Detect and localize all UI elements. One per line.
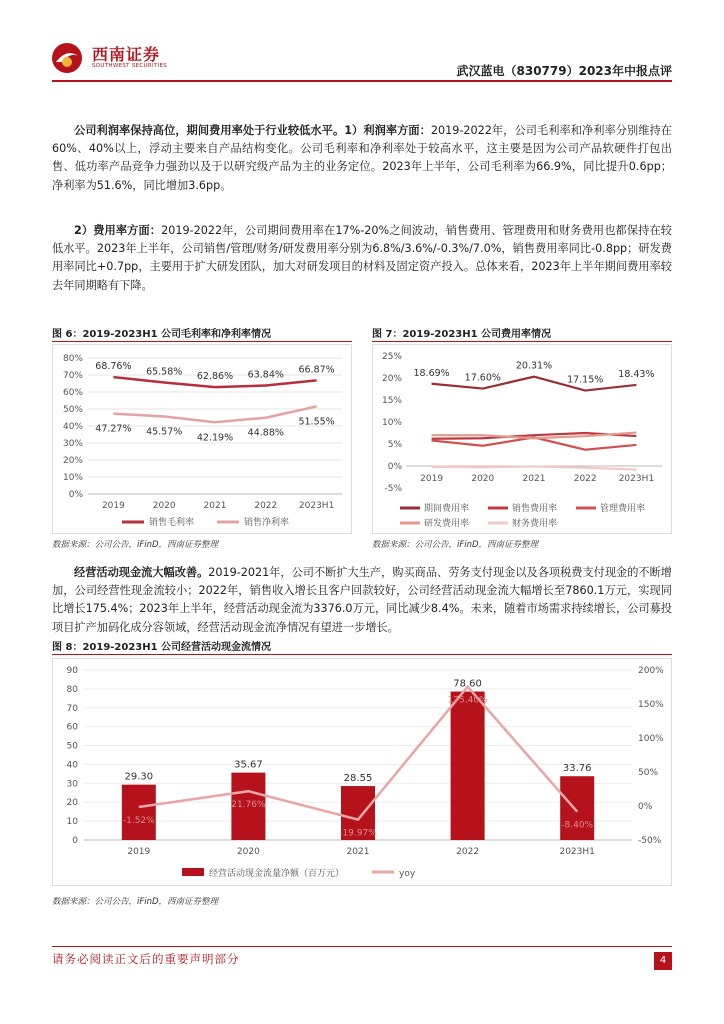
fig7-data-label: 20.31%	[515, 360, 553, 372]
fig6-data-label: 63.84%	[247, 369, 284, 381]
fig7-title: 图 7：2019-2023H1 公司费用率情况	[372, 329, 552, 340]
fig6-legend-label: 销售净利率	[244, 518, 290, 528]
fig8-y2tick-label: 100%	[638, 734, 664, 744]
fig8-ytick-label: 80	[66, 684, 78, 695]
fig6-ytick-label: 10%	[62, 473, 83, 483]
fig8-legend-label: yoy	[399, 869, 416, 879]
fig7-legend-label: 财务费用率	[512, 519, 558, 529]
fig6-legend-label: 销售毛利率	[149, 518, 195, 528]
fig8-bar-label: 28.55	[343, 773, 373, 785]
fig8-legend-label: 经营活动现金流量净额（百万元）	[209, 869, 345, 879]
expense-heading: 2）费用率方面：	[74, 224, 162, 237]
profitability-paragraph	[52, 122, 672, 195]
fig7-xtick-label: 2020	[471, 474, 495, 484]
fig8-y2tick-label: 200%	[638, 666, 664, 676]
fig6-title: 图 6：2019-2023H1 公司毛利率和净利率情况	[52, 329, 272, 340]
fig7-data-label: 18.69%	[413, 367, 450, 379]
profitability-text: 2019-2022年，公司毛利率和净利率分别维持在60%、40%以上，浮动主要来自产品结构变化。公司毛利率和净利率处于较高水平，这主要是因为公司产品软硬件打包出售、低功率产品竞争力强劲以及于以研究级产品为主的业务定位。2023年上半年，公司毛利率为66.9%，同比提升0.6pp；净利率为51.6%，同比增加3.6pp。	[52, 124, 672, 192]
fig6-ytick-label: 40%	[62, 422, 83, 432]
fig8-chart	[52, 658, 672, 886]
fig8-y2tick-label: 50%	[638, 768, 659, 778]
document-title: 武汉蓝电（830779）2023年中报点评	[456, 64, 672, 78]
fig6-ytick-label: 20%	[62, 456, 83, 466]
fig8-ytick-label: 10	[66, 817, 78, 828]
expense-paragraph	[52, 222, 672, 295]
fig8-yoy-label: -8.40%	[561, 820, 594, 831]
fig8-yoy-label: -19.97%	[339, 828, 377, 839]
fig8-legend-swatch-bar	[182, 868, 204, 876]
fig6-ytick-label: 30%	[62, 439, 83, 449]
cashflow-paragraph	[52, 564, 672, 637]
fig8-y2tick-label: -50%	[638, 836, 662, 846]
fig7-data-label: 17.60%	[464, 372, 501, 384]
fig8-ytick-label: 0	[72, 836, 78, 846]
fig7-ytick-label: 20%	[381, 374, 402, 384]
fig8-xtick-label: 2023H1	[559, 847, 595, 857]
fig8-bar-label: 78.60	[453, 678, 482, 690]
fig6-data-label: 65.58%	[146, 366, 183, 378]
fig6-data-label: 42.19%	[196, 432, 234, 444]
fig7-legend-label: 研发费用率	[424, 519, 470, 529]
fig6-xtick-label: 2023H1	[298, 501, 335, 511]
fig7-xtick-label: 2022	[573, 474, 597, 484]
fig6-xtick-label: 2020	[152, 501, 176, 511]
fig7-source: 数据来源：公司公告，iFinD，西南证券整理	[372, 540, 539, 550]
fig7-rule	[372, 341, 672, 342]
fig6-xtick-label: 2019	[101, 501, 125, 511]
fig8-ytick-label: 60	[66, 722, 78, 733]
fig8-rule	[52, 654, 672, 655]
fig6-data-label: 68.76%	[95, 361, 132, 373]
fig7-xtick-label: 2023H1	[618, 474, 655, 484]
fig7-ytick-label: 10%	[381, 418, 402, 428]
fig6-ytick-label: 50%	[62, 405, 83, 415]
page-number: 4	[654, 952, 672, 970]
fig8-bar-label: 29.30	[124, 771, 154, 783]
fig7-xtick-label: 2019	[420, 474, 444, 484]
fig8-ytick-label: 30	[66, 779, 78, 790]
fig8-yoy-label: 175.40%	[447, 695, 488, 706]
fig7-ytick-label: 25%	[381, 352, 402, 362]
header-divider	[52, 80, 672, 82]
profitability-heading: 公司利润率保持高位，期间费用率处于行业较低水平。1）利润率方面：	[74, 124, 431, 137]
footer-disclaimer: 请务必阅读正文后的重要声明部分	[52, 952, 240, 966]
fig8-ytick-label: 90	[66, 666, 78, 676]
fig8-source: 数据来源：公司公告，iFinD，西南证券整理	[52, 897, 219, 907]
fig6-ytick-label: 0%	[68, 490, 83, 500]
fig6-data-label: 62.86%	[196, 371, 234, 383]
expense-text: 2019-2022年，公司期间费用率在17%-20%之间波动，销售费用、管理费用和财务费用也都保持在较低水平。2023年上半年，公司销售/管理/财务/研发费用率分别为6.8%/3.6%/-0.3%/7.0%，销售费用率同比-0.8pp；研发费用率同比+0.7pp，主要用于扩大研发团队，加大对研发项目的材料及固定资产投入。总体来看，2023年上半年期间费用率较去年同期略有下降。	[52, 224, 672, 292]
fig6-ytick-label: 80%	[62, 354, 83, 364]
fig8-xtick-label: 2022	[456, 847, 480, 857]
fig8-bar-label: 33.76	[562, 763, 592, 775]
fig7-series-line	[432, 374, 637, 391]
fig8-ytick-label: 70	[66, 703, 78, 714]
cashflow-heading: 经营活动现金流大幅改善。	[74, 566, 209, 579]
fig6-data-label: 45.57%	[146, 426, 183, 438]
fig6-data-label: 51.55%	[298, 416, 335, 428]
fig8-ytick-label: 50	[66, 741, 78, 752]
fig7-series-line	[432, 466, 637, 469]
fig6-data-label: 66.87%	[298, 364, 335, 376]
fig7-legend-label: 管理费用率	[600, 504, 646, 514]
fig6-data-label: 47.27%	[95, 423, 132, 435]
footer-divider	[52, 946, 672, 947]
fig6-xtick-label: 2021	[203, 501, 227, 511]
fig8-bar	[122, 785, 156, 840]
fig8-bar-label: 35.67	[234, 759, 263, 771]
fig8-title: 图 8：2019-2023H1 公司经营活动现金流情况	[52, 642, 272, 653]
fig7-xtick-label: 2021	[522, 474, 546, 484]
fig6-ytick-label: 70%	[62, 371, 83, 381]
fig6-data-label: 44.88%	[247, 427, 284, 439]
fig7-ytick-label: 15%	[381, 396, 402, 406]
fig8-y2tick-label: 150%	[638, 700, 664, 710]
brand-name-en: SOUTHWEST SECURITIES	[92, 63, 168, 69]
fig8-yoy-label: -1.52%	[122, 816, 155, 827]
fig6-xtick-label: 2022	[254, 501, 278, 511]
fig8-yoy-label: 21.76%	[231, 800, 266, 811]
fig7-legend-label: 期间费用率	[424, 504, 470, 514]
fig8-xtick-label: 2019	[127, 847, 151, 857]
fig7-chart	[372, 344, 672, 534]
fig7-legend-label: 销售费用率	[512, 504, 558, 514]
fig6-chart	[52, 344, 352, 534]
fig8-ytick-label: 20	[66, 798, 78, 809]
fig8-xtick-label: 2021	[346, 847, 370, 857]
fig7-ytick-label: 5%	[387, 440, 402, 450]
fig8-ytick-label: 40	[66, 760, 78, 771]
fig7-data-label: 18.43%	[618, 368, 655, 380]
cashflow-text: 2019-2021年，公司不断扩大生产，购买商品、劳务支付现金以及各项税费支付现金的不断增加，公司经营性现金流较小；2022年，销售收入增长且客户回款较好，公司经营活动现金流大幅增长至7860.1万元，实现同比增长175.4%；2023年上半年，经营活动现金流为3376.0万元，同比减少8.4%。未来，随着市场需求持续增长，公司募投项目扩产加码化成分容领域，经营活动现金流净情况有望进一步增长。	[52, 566, 672, 634]
fig7-data-label: 17.15%	[567, 374, 604, 386]
fig7-ytick-label: -5%	[384, 484, 402, 494]
fig6-source: 数据来源：公司公告，iFinD，西南证券整理	[52, 540, 219, 550]
fig8-bar	[451, 692, 485, 840]
brand-name: 西南证券	[92, 45, 161, 64]
fig6-rule	[52, 341, 352, 342]
fig6-ytick-label: 60%	[62, 388, 83, 398]
fig7-ytick-label: 0%	[387, 462, 402, 472]
fig8-y2tick-label: 0%	[638, 802, 653, 812]
fig8-xtick-label: 2020	[236, 847, 260, 857]
